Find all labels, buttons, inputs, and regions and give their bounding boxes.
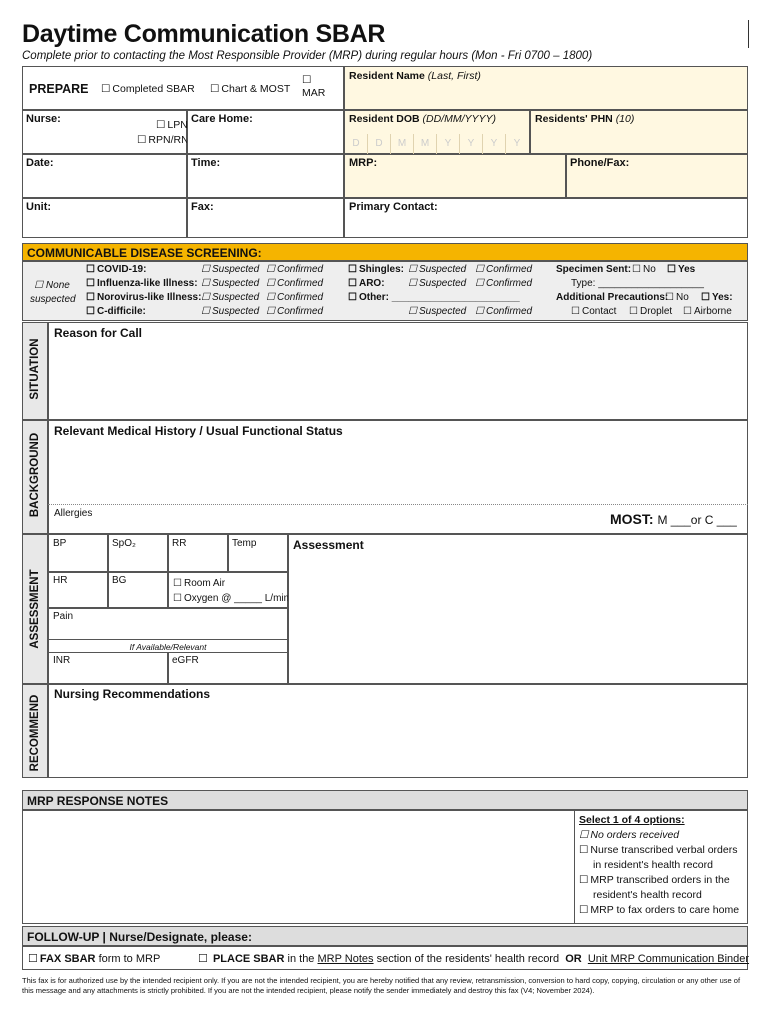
resident-dob-label: Resident DOB (DD/MM/YYYY) [349, 113, 497, 125]
unit-label: Unit: [26, 201, 52, 213]
most-field[interactable] [610, 511, 737, 527]
cdifficile-suspected[interactable]: ☐ Suspected [201, 306, 259, 317]
nurse-label: Nurse: [26, 113, 61, 125]
completed-sbar-label: Completed SBAR [112, 83, 195, 95]
norovirus-checkbox[interactable]: ☐ Norovirus-like Illness: [86, 292, 201, 303]
norovirus-confirmed[interactable]: ☐ Confirmed [266, 292, 323, 303]
confidentiality-footer: This fax is for authorized use by the intended recipient only. If you are not the intended recipient, you are hereby notified that any review, retransmission, conversion to hard copy, copying, circulation or any other use of this message and any attachments is strictly prohibited. If you are not the intended recipient, please notify the sender immediately and destroy this fax (V4; November 2024). [22, 976, 741, 995]
precautions-yes-checkbox[interactable]: ☐ Yes: [701, 292, 733, 303]
shingles-suspected[interactable]: ☐ Suspected [408, 264, 466, 275]
other-suspected[interactable]: ☐ Suspected [408, 306, 466, 317]
specimen-type-field[interactable]: Type: ___________________ [571, 278, 704, 289]
precautions-label: Additional Precautions: [556, 292, 669, 303]
nurse-transcribed-checkbox[interactable]: ☐ Nurse transcribed verbal orders [579, 843, 744, 858]
reason-for-call-field[interactable] [48, 322, 748, 420]
date-label: Date: [26, 157, 54, 169]
specimen-sent-label: Specimen Sent: [556, 264, 632, 275]
phone-fax-label: Phone/Fax: [570, 157, 630, 169]
rpn-rn-checkbox[interactable] [137, 134, 189, 146]
no-orders-checkbox[interactable]: ☐ No orders received [579, 828, 744, 843]
norovirus-suspected[interactable]: ☐ Suspected [201, 292, 259, 303]
binder-link[interactable]: Unit MRP Communication Binder [587, 953, 750, 965]
assessment-label: Assessment [293, 538, 364, 552]
prepare-label: PREPARE [29, 82, 89, 96]
aro-confirmed[interactable]: ☐ Confirmed [475, 278, 532, 289]
form-title: Daytime Communication SBAR [22, 20, 386, 48]
airborne-checkbox[interactable]: ☐ Airborne [683, 306, 732, 317]
nursing-recommendations-label: Nursing Recommendations [54, 687, 211, 701]
care-home-label: Care Home: [191, 113, 253, 125]
mrp-fax-orders-checkbox[interactable]: ☐ MRP to fax orders to care home [579, 903, 744, 918]
covid-checkbox[interactable]: ☐ COVID-19: [86, 264, 146, 275]
assessment-field[interactable] [288, 534, 748, 684]
place-sbar-checkbox[interactable]: ☐ PLACE SBAR in the MRP Notes section of the residents' health record OR Unit MRP Communication Binder [198, 952, 749, 965]
egfr-label: eGFR [172, 655, 199, 666]
situation-side-label: SITUATION [29, 338, 41, 400]
dob-cell-d1[interactable]: D [345, 134, 368, 154]
specimen-no-checkbox[interactable]: ☐ No [632, 264, 656, 275]
droplet-checkbox[interactable]: ☐ Droplet [629, 306, 672, 317]
time-label: Time: [191, 157, 221, 169]
bg-label: BG [112, 575, 127, 586]
allergies-divider [48, 504, 748, 505]
lpn-label: LPN [167, 119, 188, 131]
chart-most-checkbox[interactable] [210, 83, 290, 95]
mrp-label: MRP: [349, 157, 378, 169]
other-checkbox[interactable]: ☐ Other: _______________________ [348, 292, 520, 303]
lpn-checkbox[interactable] [156, 119, 188, 131]
other-confirmed[interactable]: ☐ Confirmed [475, 306, 532, 317]
influenza-checkbox[interactable]: ☐ Influenza-like Illness: [86, 278, 198, 289]
mrp-transcribed-cont: resident's health record [593, 889, 702, 901]
header-rule [748, 20, 749, 48]
rr-label: RR [172, 538, 187, 549]
assessment-side-label: ASSESSMENT [29, 569, 41, 649]
rpn-rn-label: RPN/RN [148, 134, 189, 146]
aro-suspected[interactable]: ☐ Suspected [408, 278, 466, 289]
fax-label: Fax: [191, 201, 214, 213]
mar-checkbox[interactable]: ☐ MAR [302, 74, 326, 99]
resident-name-label: Resident Name (Last, First) [349, 70, 481, 82]
covid-suspected[interactable]: ☐ Suspected [201, 264, 259, 275]
spo2-label: SpO₂ [112, 538, 136, 549]
nurse-transcribed-cont: in resident's health record [593, 859, 713, 871]
influenza-suspected[interactable]: ☐ Suspected [201, 278, 259, 289]
reason-for-call-label: Reason for Call [54, 326, 143, 340]
cdifficile-checkbox[interactable]: ☐ C-difficile: [86, 306, 146, 317]
shingles-confirmed[interactable]: ☐ Confirmed [475, 264, 532, 275]
screening-title: COMMUNICABLE DISEASE SCREENING: [22, 243, 748, 261]
covid-confirmed[interactable]: ☐ Confirmed [266, 264, 323, 275]
primary-contact-label: Primary Contact: [349, 201, 438, 213]
inr-label: INR [53, 655, 71, 666]
influenza-confirmed[interactable]: ☐ Confirmed [266, 278, 323, 289]
cdifficile-confirmed[interactable]: ☐ Confirmed [266, 306, 323, 317]
specimen-yes-checkbox[interactable]: ☐ Yes [667, 264, 695, 275]
contact-checkbox[interactable]: ☐ Contact [571, 306, 616, 317]
background-side-label: BACKGROUND [29, 432, 41, 518]
dob-cell-y3[interactable]: Y [483, 134, 506, 154]
medical-history-label: Relevant Medical History / Usual Functional Status [54, 424, 343, 438]
mar-label: MAR [302, 87, 326, 99]
hr-label: HR [53, 575, 68, 586]
allergies-label: Allergies [54, 508, 93, 519]
mrp-response-title: MRP RESPONSE NOTES [22, 790, 748, 810]
shingles-checkbox[interactable]: ☐ Shingles: [348, 264, 404, 275]
dob-cell-m1[interactable]: M [391, 134, 414, 154]
temp-label: Temp [232, 538, 257, 549]
mrp-field[interactable] [344, 154, 566, 198]
pain-label: Pain [53, 611, 74, 622]
precautions-no-checkbox[interactable]: ☐ No [665, 292, 689, 303]
mrp-options-box [574, 810, 748, 924]
dob-cell-m2[interactable]: M [414, 134, 437, 154]
form-subtitle: Complete prior to contacting the Most Responsible Provider (MRP) during regular hours (Mon - Fri 0700 – 1800) [22, 50, 593, 62]
dob-cell-d2[interactable]: D [368, 134, 391, 154]
pain-field[interactable] [48, 608, 288, 640]
completed-sbar-checkbox[interactable] [101, 83, 195, 95]
recommend-side-label: RECOMMEND [29, 694, 41, 772]
aro-checkbox[interactable]: ☐ ARO: [348, 278, 385, 289]
most-label: MOST: [610, 511, 654, 527]
followup-title: FOLLOW-UP | Nurse/Designate, please: [22, 926, 748, 946]
mrp-notes-link[interactable]: MRP Notes [317, 953, 374, 965]
mrp-transcribed-checkbox[interactable]: ☐ MRP transcribed orders in the [579, 873, 744, 888]
room-air-checkbox[interactable]: ☐ Room Air [173, 578, 225, 589]
most-value: M ___or C ___ [657, 513, 737, 527]
bp-label: BP [53, 538, 67, 549]
fax-sbar-checkbox[interactable]: ☐ FAX SBAR form to MRP [28, 952, 160, 965]
oxygen-checkbox[interactable]: ☐ Oxygen @ _____ L/min [173, 593, 289, 604]
resident-phn-label: Residents' PHN (10) [535, 113, 635, 125]
chart-most-label: Chart & MOST [221, 83, 291, 95]
select-options-label: Select 1 of 4 options: [579, 814, 685, 826]
none-suspected-checkbox[interactable]: ☐ None suspected [30, 280, 76, 305]
dob-cell-y2[interactable]: Y [460, 134, 483, 154]
dob-cell-y1[interactable]: Y [437, 134, 460, 154]
dob-cell-y4[interactable]: Y [513, 138, 521, 149]
if-available-label: If Available/Relevant [129, 642, 207, 652]
